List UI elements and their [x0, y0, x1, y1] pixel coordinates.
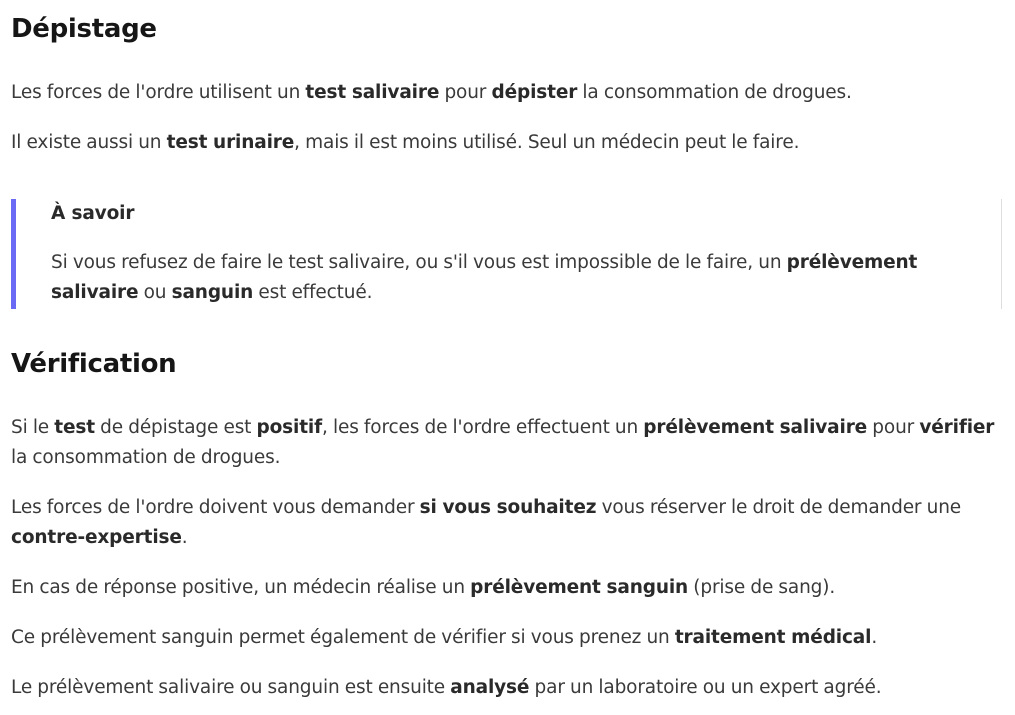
callout-text: Si vous refusez de faire le test salivaire, ou s'il vous est impossible de le faire, un prélèvement salivaire ou sanguin est effectué. [51, 252, 918, 303]
emphasis-text: si vous souhaitez [419, 497, 597, 518]
paragraph: Ce prélèvement sanguin permet également de vérifier si vous prenez un traitement médical. [11, 627, 878, 648]
paragraph: Si le test de dépistage est positif, les forces de l'ordre effectuent un prélèvement salivaire pour vérifier la consommation de drogues. [11, 417, 995, 468]
paragraph: Les forces de l'ordre utilisent un test salivaire pour dépister la consommation de drogues. [11, 82, 852, 103]
heading-depistage: Dépistage [11, 14, 157, 44]
callout-a-savoir [11, 199, 1002, 309]
heading-verification: Vérification [11, 349, 177, 379]
emphasis-text: positif [256, 417, 323, 438]
emphasis-text: traitement médical [674, 627, 872, 648]
emphasis-text: prélèvement sanguin [470, 577, 689, 598]
emphasis-text: test [54, 417, 95, 438]
emphasis-text: test salivaire [305, 82, 440, 103]
emphasis-text: contre-expertise [11, 527, 182, 548]
callout-title: À savoir [51, 203, 135, 224]
emphasis-text: vérifier [919, 417, 995, 438]
paragraph: Il existe aussi un test urinaire, mais il est moins utilisé. Seul un médecin peut le faire. [11, 132, 800, 153]
paragraph: En cas de réponse positive, un médecin réalise un prélèvement sanguin (prise de sang). [11, 577, 836, 598]
paragraph: Le prélèvement salivaire ou sanguin est ensuite analysé par un laboratoire ou un expert agréé. [11, 677, 882, 698]
emphasis-text: prélèvement salivaire [51, 252, 918, 303]
paragraph: Les forces de l'ordre doivent vous demander si vous souhaitez vous réserver le droit de demander une contre-expertise. [11, 497, 962, 548]
emphasis-text: dépister [491, 82, 578, 103]
emphasis-text: test urinaire [166, 132, 295, 153]
emphasis-text: prélèvement salivaire [643, 417, 868, 438]
emphasis-text: analysé [450, 677, 530, 698]
emphasis-text: sanguin [171, 282, 254, 303]
